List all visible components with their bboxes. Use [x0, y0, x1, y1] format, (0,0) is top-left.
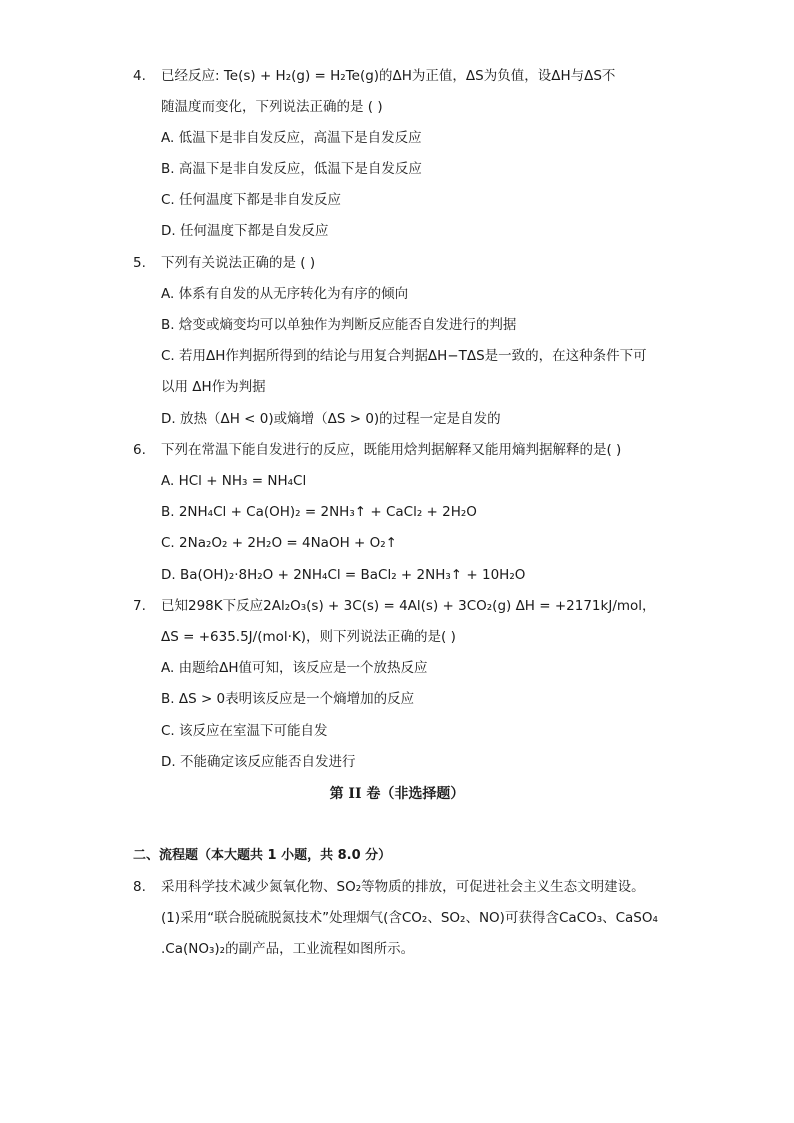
question-4-option-c: C. 任何温度下都是非自发反应 [161, 192, 342, 208]
question-6-option-b: B. 2NH₄Cl + Ca(OH)₂ = 2NH₃↑ + CaCl₂ + 2H₂O [161, 504, 477, 520]
question-5-stem: 下列有关说法正确的是 ( ) [161, 255, 316, 271]
question-4-option-a: A. 低温下是非自发反应，高温下是自发反应 [161, 130, 422, 146]
question-6-option-c: C. 2Na₂O₂ + 2H₂O = 4NaOH + O₂↑ [161, 535, 397, 551]
question-5-option-a: A. 体系有自发的从无序转化为有序的倾向 [161, 286, 409, 302]
question-4-stem-line-1: 已经反应: Te(s) + H₂(g) = H₂Te(g)的ΔH为正值，ΔS为负值，设ΔH与ΔS不 [161, 68, 616, 84]
question-4-number: 4. [133, 68, 146, 84]
question-5-option-c-continued: 以用 ΔH作为判据 [161, 379, 266, 395]
question-7-option-b: B. ΔS > 0表明该反应是一个熵增加的反应 [161, 691, 415, 707]
question-7-option-d: D. 不能确定该反应能否自发进行 [161, 754, 356, 770]
question-4-option-d: D. 任何温度下都是自发反应 [161, 223, 329, 239]
question-8-line-1: 采用科学技术减少氮氧化物、SO₂等物质的排放，可促进社会主义生态文明建设。 [161, 879, 645, 895]
section-title: 第 II 卷（非选择题） [329, 786, 465, 802]
question-7-stem-line-1: 已知298K下反应2Al₂O₃(s) + 3C(s) = 4Al(s) + 3CO₂(g) ΔH = +2171kJ/mol， [161, 598, 656, 614]
question-8-line-3: .Ca(NO₃)₂的副产品，工业流程如图所示。 [161, 941, 415, 957]
question-5-number: 5. [133, 255, 146, 271]
question-7-number: 7. [133, 598, 146, 614]
question-8-line-2: (1)采用“联合脱硫脱氮技术”处理烟气(含CO₂、SO₂、NO)可获得含CaCO₃、CaSO₄ [161, 910, 658, 926]
question-4-stem-line-2: 随温度而变化，下列说法正确的是 ( ) [161, 99, 383, 115]
part-title: 二、流程题（本大题共 1 小题，共 8.0 分） [133, 848, 392, 863]
question-6-option-a: A. HCl + NH₃ = NH₄Cl [161, 473, 307, 489]
question-7-option-c: C. 该反应在室温下可能自发 [161, 723, 328, 739]
question-5-option-c: C. 若用ΔH作判据所得到的结论与用复合判据ΔH−TΔS是一致的，在这种条件下可 [161, 348, 647, 364]
question-6-option-d: D. Ba(OH)₂·8H₂O + 2NH₄Cl = BaCl₂ + 2NH₃↑ + 10H₂O [161, 567, 526, 583]
question-5-option-b: B. 焓变或熵变均可以单独作为判断反应能否自发进行的判据 [161, 317, 517, 333]
question-6-stem: 下列在常温下能自发进行的反应，既能用焓判据解释又能用熵判据解释的是( ) [161, 442, 622, 458]
question-4-option-b: B. 高温下是非自发反应，低温下是自发反应 [161, 161, 422, 177]
question-7-option-a: A. 由题给ΔH值可知，该反应是一个放热反应 [161, 660, 428, 676]
question-8-number: 8. [133, 879, 146, 895]
question-5-option-d: D. 放热（ΔH < 0)或熵增（ΔS > 0)的过程一定是自发的 [161, 411, 501, 427]
question-6-number: 6. [133, 442, 146, 458]
question-7-stem-line-2: ΔS = +635.5J/(mol·K)，则下列说法正确的是( ) [161, 629, 456, 645]
